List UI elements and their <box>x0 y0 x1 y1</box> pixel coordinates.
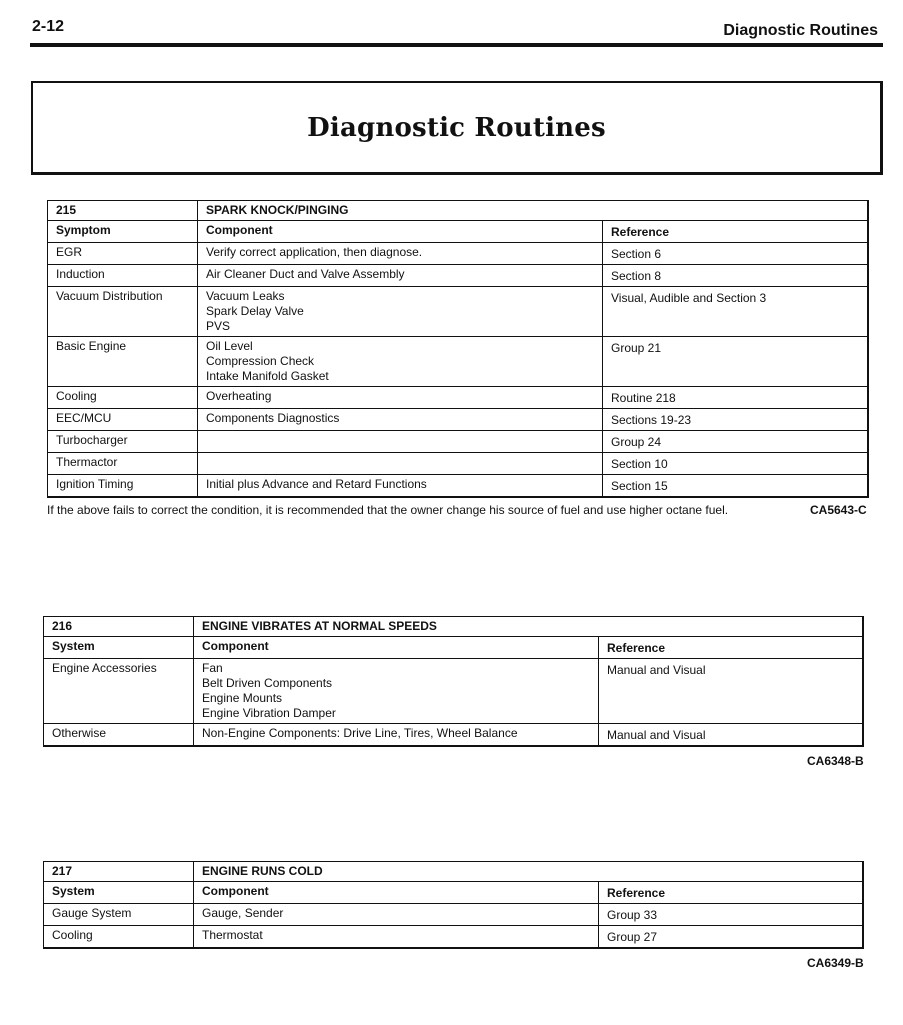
routine-number: 215 <box>48 201 198 221</box>
component-line: Vacuum Leaks <box>206 289 285 303</box>
routine-header-row <box>44 862 863 882</box>
column-header: System <box>44 637 194 659</box>
component-cell <box>198 475 603 498</box>
page-title: Diagnostic Routines <box>307 113 606 143</box>
component-line: Initial plus Advance and Retard Functions <box>206 477 427 491</box>
footnote-215: If the above fails to correct the condition, it is recommended that the owner change his source of fuel and use higher octane fuel. <box>47 503 729 517</box>
figure-code-217: CA6349-B <box>807 956 864 970</box>
figure-code-215: CA5643-C <box>810 503 867 517</box>
component-cell <box>198 453 603 475</box>
reference-cell: Group 21 <box>603 337 868 387</box>
symptom-cell: Turbocharger <box>48 431 198 453</box>
symptom-cell: EGR <box>48 243 198 265</box>
table-row <box>48 287 868 337</box>
component-cell <box>194 659 599 724</box>
column-header-row <box>44 882 863 904</box>
component-line: Oil Level <box>206 339 253 353</box>
table-row <box>48 243 868 265</box>
routine-header-row <box>48 201 868 221</box>
table-row <box>48 265 868 287</box>
reference-cell: Group 33 <box>599 904 863 926</box>
column-header: Component <box>194 882 599 904</box>
component-cell <box>198 409 603 431</box>
table-row <box>44 904 863 926</box>
reference-cell: Manual and Visual <box>599 659 863 724</box>
component-cell <box>194 904 599 926</box>
component-cell <box>198 337 603 387</box>
column-header: System <box>44 882 194 904</box>
symptom-cell: Otherwise <box>44 724 194 747</box>
title-box <box>31 81 883 175</box>
table-row <box>44 659 863 724</box>
component-line: Components Diagnostics <box>206 411 340 425</box>
symptom-cell: Cooling <box>44 926 194 949</box>
routine-table-216 <box>43 616 864 747</box>
component-line: Engine Mounts <box>202 691 283 705</box>
reference-cell: Section 10 <box>603 453 868 475</box>
table-row <box>44 724 863 747</box>
symptom-cell: Gauge System <box>44 904 194 926</box>
reference-cell: Sections 19-23 <box>603 409 868 431</box>
routine-heading: SPARK KNOCK/PINGING <box>198 201 868 221</box>
reference-cell: Visual, Audible and Section 3 <box>603 287 868 337</box>
component-line: Belt Driven Components <box>202 676 333 690</box>
routine-heading: ENGINE VIBRATES AT NORMAL SPEEDS <box>194 617 863 637</box>
reference-cell: Group 24 <box>603 431 868 453</box>
component-line: Overheating <box>206 389 272 403</box>
symptom-cell: Ignition Timing <box>48 475 198 498</box>
symptom-cell: Basic Engine <box>48 337 198 387</box>
figure-code-216: CA6348-B <box>807 754 864 768</box>
reference-cell: Section 6 <box>603 243 868 265</box>
component-line: Gauge, Sender <box>202 906 284 920</box>
component-cell <box>198 387 603 409</box>
routine-heading: ENGINE RUNS COLD <box>194 862 863 882</box>
table-row <box>48 387 868 409</box>
symptom-cell: Engine Accessories <box>44 659 194 724</box>
component-line: PVS <box>206 319 231 333</box>
routine-table-215 <box>47 200 869 498</box>
reference-cell: Manual and Visual <box>599 724 863 747</box>
component-cell <box>198 287 603 337</box>
component-cell <box>198 243 603 265</box>
table-row <box>48 431 868 453</box>
component-cell <box>194 724 599 747</box>
reference-cell: Routine 218 <box>603 387 868 409</box>
table-row <box>48 475 868 498</box>
page-number: 2-12 <box>32 18 65 35</box>
component-line: Air Cleaner Duct and Valve Assembly <box>206 267 405 281</box>
component-line: Thermostat <box>202 928 263 942</box>
component-cell <box>198 431 603 453</box>
component-line: Compression Check <box>206 354 315 368</box>
symptom-cell: EEC/MCU <box>48 409 198 431</box>
running-title: Diagnostic Routines <box>723 22 878 39</box>
column-header: Component <box>194 637 599 659</box>
component-cell <box>198 265 603 287</box>
component-line: Intake Manifold Gasket <box>206 369 329 383</box>
reference-cell: Section 8 <box>603 265 868 287</box>
component-line: Non-Engine Components: Drive Line, Tires, Wheel Balance <box>202 726 518 740</box>
symptom-cell: Thermactor <box>48 453 198 475</box>
component-line: Verify correct application, then diagnose. <box>206 245 423 259</box>
component-line: Fan <box>202 661 223 675</box>
column-header: Reference <box>599 882 863 904</box>
column-header-row <box>44 637 863 659</box>
component-cell <box>194 926 599 949</box>
reference-cell: Group 27 <box>599 926 863 949</box>
routine-table-217 <box>43 861 864 949</box>
routine-header-row <box>44 617 863 637</box>
routine-number: 217 <box>44 862 194 882</box>
header-rule <box>30 43 883 47</box>
component-line: Engine Vibration Damper <box>202 706 336 720</box>
column-header: Symptom <box>48 221 198 243</box>
symptom-cell: Cooling <box>48 387 198 409</box>
column-header: Component <box>198 221 603 243</box>
table-row <box>44 926 863 949</box>
component-line: Spark Delay Valve <box>206 304 304 318</box>
symptom-cell: Vacuum Distribution <box>48 287 198 337</box>
table-row <box>48 337 868 387</box>
reference-cell: Section 15 <box>603 475 868 498</box>
routine-number: 216 <box>44 617 194 637</box>
symptom-cell: Induction <box>48 265 198 287</box>
table-row <box>48 453 868 475</box>
column-header-row <box>48 221 868 243</box>
column-header: Reference <box>599 637 863 659</box>
table-row <box>48 409 868 431</box>
column-header: Reference <box>603 221 868 243</box>
